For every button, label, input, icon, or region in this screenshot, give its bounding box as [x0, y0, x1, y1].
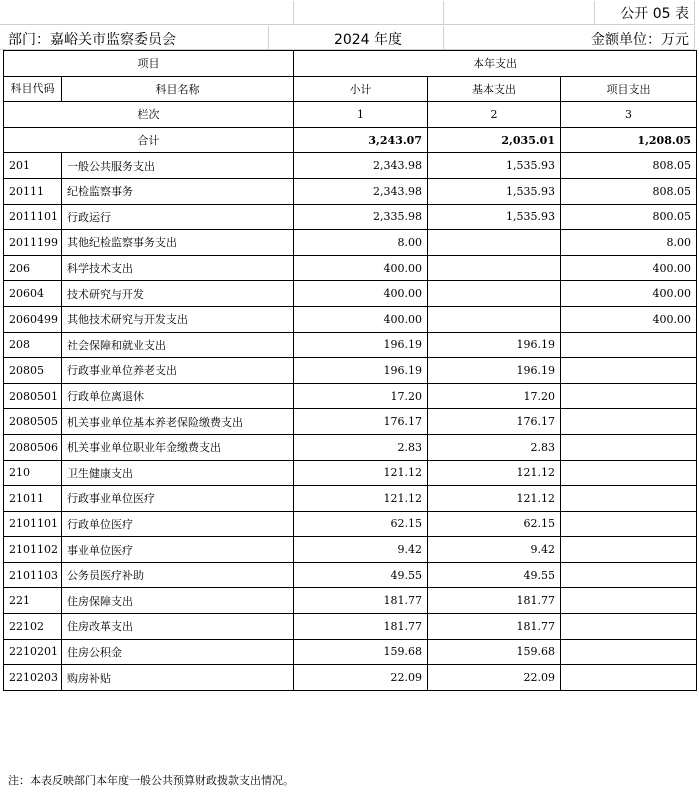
grid-line	[694, 1, 695, 24]
row-name: 行政事业单位养老支出	[62, 358, 294, 384]
row-basic: 196.19	[428, 358, 561, 384]
row-subtotal: 400.00	[294, 306, 428, 332]
header-project: 项目	[4, 51, 294, 77]
table-row	[4, 255, 697, 281]
row-basic: 9.42	[428, 537, 561, 563]
total-label: 合计	[4, 127, 294, 153]
row-name: 一般公共服务支出	[62, 153, 294, 179]
row-name: 其他纪检监察事务支出	[62, 230, 294, 256]
row-project: 400.00	[561, 255, 697, 281]
row-project	[561, 588, 697, 614]
row-basic: 181.77	[428, 588, 561, 614]
row-subtotal: 196.19	[294, 332, 428, 358]
row-code: 2011199	[4, 230, 62, 256]
header-row-2	[4, 76, 697, 102]
row-code: 2060499	[4, 306, 62, 332]
table-row	[4, 230, 697, 256]
column-index-3: 3	[561, 102, 697, 128]
column-index-label: 栏次	[4, 102, 294, 128]
row-basic: 121.12	[428, 486, 561, 512]
header-basic: 基本支出	[428, 76, 561, 102]
row-name: 纪检监察事务	[62, 178, 294, 204]
total-row	[4, 127, 697, 153]
row-project	[561, 332, 697, 358]
row-name: 机关事业单位基本养老保险缴费支出	[62, 409, 294, 435]
row-basic: 62.15	[428, 511, 561, 537]
grid-line	[268, 26, 269, 49]
grid-line	[443, 1, 444, 24]
row-project	[561, 383, 697, 409]
row-name: 行政单位离退休	[62, 383, 294, 409]
row-project: 400.00	[561, 281, 697, 307]
header-subtotal: 小计	[294, 76, 428, 102]
table-row	[4, 153, 697, 179]
grid-line	[594, 1, 595, 24]
grid-line	[293, 1, 294, 24]
row-name: 行政单位医疗	[62, 511, 294, 537]
header-row-1	[4, 51, 697, 77]
row-code: 2011101	[4, 204, 62, 230]
table-row	[4, 204, 697, 230]
table-row	[4, 486, 697, 512]
row-basic: 22.09	[428, 665, 561, 691]
header-year-expense: 本年支出	[294, 51, 697, 77]
row-code: 2080506	[4, 434, 62, 460]
row-basic: 1,535.93	[428, 178, 561, 204]
row-subtotal: 181.77	[294, 614, 428, 640]
row-code: 2101101	[4, 511, 62, 537]
row-basic: 17.20	[428, 383, 561, 409]
row-code: 221	[4, 588, 62, 614]
row-project	[561, 409, 697, 435]
table-row	[4, 511, 697, 537]
row-project: 8.00	[561, 230, 697, 256]
header-project-expense: 项目支出	[561, 76, 697, 102]
row-basic	[428, 306, 561, 332]
row-name: 社会保障和就业支出	[62, 332, 294, 358]
row-subtotal: 49.55	[294, 562, 428, 588]
row-project: 808.05	[561, 178, 697, 204]
table-row	[4, 537, 697, 563]
row-subtotal: 2.83	[294, 434, 428, 460]
row-project: 400.00	[561, 306, 697, 332]
row-subtotal: 8.00	[294, 230, 428, 256]
row-name: 住房改革支出	[62, 614, 294, 640]
table-row	[4, 281, 697, 307]
table-row	[4, 588, 697, 614]
row-subtotal: 196.19	[294, 358, 428, 384]
header-code: 科目代码	[4, 76, 62, 102]
header-name: 科目名称	[62, 76, 294, 102]
row-name: 事业单位医疗	[62, 537, 294, 563]
row-subtotal: 62.15	[294, 511, 428, 537]
row-code: 2080501	[4, 383, 62, 409]
row-project	[561, 434, 697, 460]
row-name: 公务员医疗补助	[62, 562, 294, 588]
table-row	[4, 332, 697, 358]
row-subtotal: 2,343.98	[294, 153, 428, 179]
row-subtotal: 176.17	[294, 409, 428, 435]
row-code: 208	[4, 332, 62, 358]
row-code: 206	[4, 255, 62, 281]
row-code: 20805	[4, 358, 62, 384]
row-project	[561, 511, 697, 537]
total-subtotal: 3,243.07	[294, 127, 428, 153]
table-row	[4, 383, 697, 409]
row-subtotal: 181.77	[294, 588, 428, 614]
row-code: 21011	[4, 486, 62, 512]
row-basic: 181.77	[428, 614, 561, 640]
row-project	[561, 639, 697, 665]
table-row	[4, 614, 697, 640]
row-project	[561, 562, 697, 588]
row-name: 住房公积金	[62, 639, 294, 665]
row-name: 住房保障支出	[62, 588, 294, 614]
amount-unit: 金额单位：万元	[591, 32, 689, 48]
row-code: 20604	[4, 281, 62, 307]
column-index-2: 2	[428, 102, 561, 128]
sheet-info-row	[0, 26, 695, 50]
row-subtotal: 17.20	[294, 383, 428, 409]
row-code: 2080505	[4, 409, 62, 435]
expenditure-table	[3, 50, 697, 691]
row-project	[561, 486, 697, 512]
row-project	[561, 358, 697, 384]
row-basic: 176.17	[428, 409, 561, 435]
footnote: 注：本表反映部门本年度一般公共预算财政拨款支出情况。	[8, 774, 294, 787]
table-row	[4, 178, 697, 204]
row-code: 2210201	[4, 639, 62, 665]
row-name: 行政事业单位医疗	[62, 486, 294, 512]
row-basic: 2.83	[428, 434, 561, 460]
table-row	[4, 460, 697, 486]
row-basic: 1,535.93	[428, 153, 561, 179]
row-code: 2101102	[4, 537, 62, 563]
row-subtotal: 22.09	[294, 665, 428, 691]
row-project	[561, 614, 697, 640]
row-project: 808.05	[561, 153, 697, 179]
row-basic: 121.12	[428, 460, 561, 486]
row-basic	[428, 255, 561, 281]
table-row	[4, 665, 697, 691]
row-name: 其他技术研究与开发支出	[62, 306, 294, 332]
row-subtotal: 2,343.98	[294, 178, 428, 204]
row-name: 机关事业单位职业年金缴费支出	[62, 434, 294, 460]
table-row	[4, 639, 697, 665]
row-project: 800.05	[561, 204, 697, 230]
column-index-1: 1	[294, 102, 428, 128]
column-index-row	[4, 102, 697, 128]
row-name: 科学技术支出	[62, 255, 294, 281]
row-subtotal: 121.12	[294, 486, 428, 512]
row-name: 行政运行	[62, 204, 294, 230]
row-code: 2101103	[4, 562, 62, 588]
row-code: 210	[4, 460, 62, 486]
total-basic: 2,035.01	[428, 127, 561, 153]
table-row	[4, 409, 697, 435]
table-row	[4, 358, 697, 384]
table-row	[4, 434, 697, 460]
fiscal-year: 2024 年度	[333, 32, 403, 48]
row-subtotal: 400.00	[294, 255, 428, 281]
department-label: 部门：嘉峪关市监察委员会	[8, 32, 176, 48]
row-basic: 159.68	[428, 639, 561, 665]
row-subtotal: 9.42	[294, 537, 428, 563]
row-subtotal: 121.12	[294, 460, 428, 486]
row-code: 20111	[4, 178, 62, 204]
row-basic: 49.55	[428, 562, 561, 588]
table-row	[4, 562, 697, 588]
row-project	[561, 460, 697, 486]
row-basic: 1,535.93	[428, 204, 561, 230]
grid-line	[694, 26, 695, 49]
row-subtotal: 400.00	[294, 281, 428, 307]
row-code: 22102	[4, 614, 62, 640]
row-name: 卫生健康支出	[62, 460, 294, 486]
row-subtotal: 2,335.98	[294, 204, 428, 230]
document-code: 公开 05 表	[620, 6, 689, 22]
grid-line	[443, 26, 444, 49]
row-basic	[428, 281, 561, 307]
row-name: 技术研究与开发	[62, 281, 294, 307]
sheet-top-row	[0, 1, 695, 25]
table-row	[4, 306, 697, 332]
row-code: 201	[4, 153, 62, 179]
row-subtotal: 159.68	[294, 639, 428, 665]
row-name: 购房补贴	[62, 665, 294, 691]
row-project	[561, 537, 697, 563]
total-project: 1,208.05	[561, 127, 697, 153]
row-basic	[428, 230, 561, 256]
row-basic: 196.19	[428, 332, 561, 358]
row-code: 2210203	[4, 665, 62, 691]
row-project	[561, 665, 697, 691]
